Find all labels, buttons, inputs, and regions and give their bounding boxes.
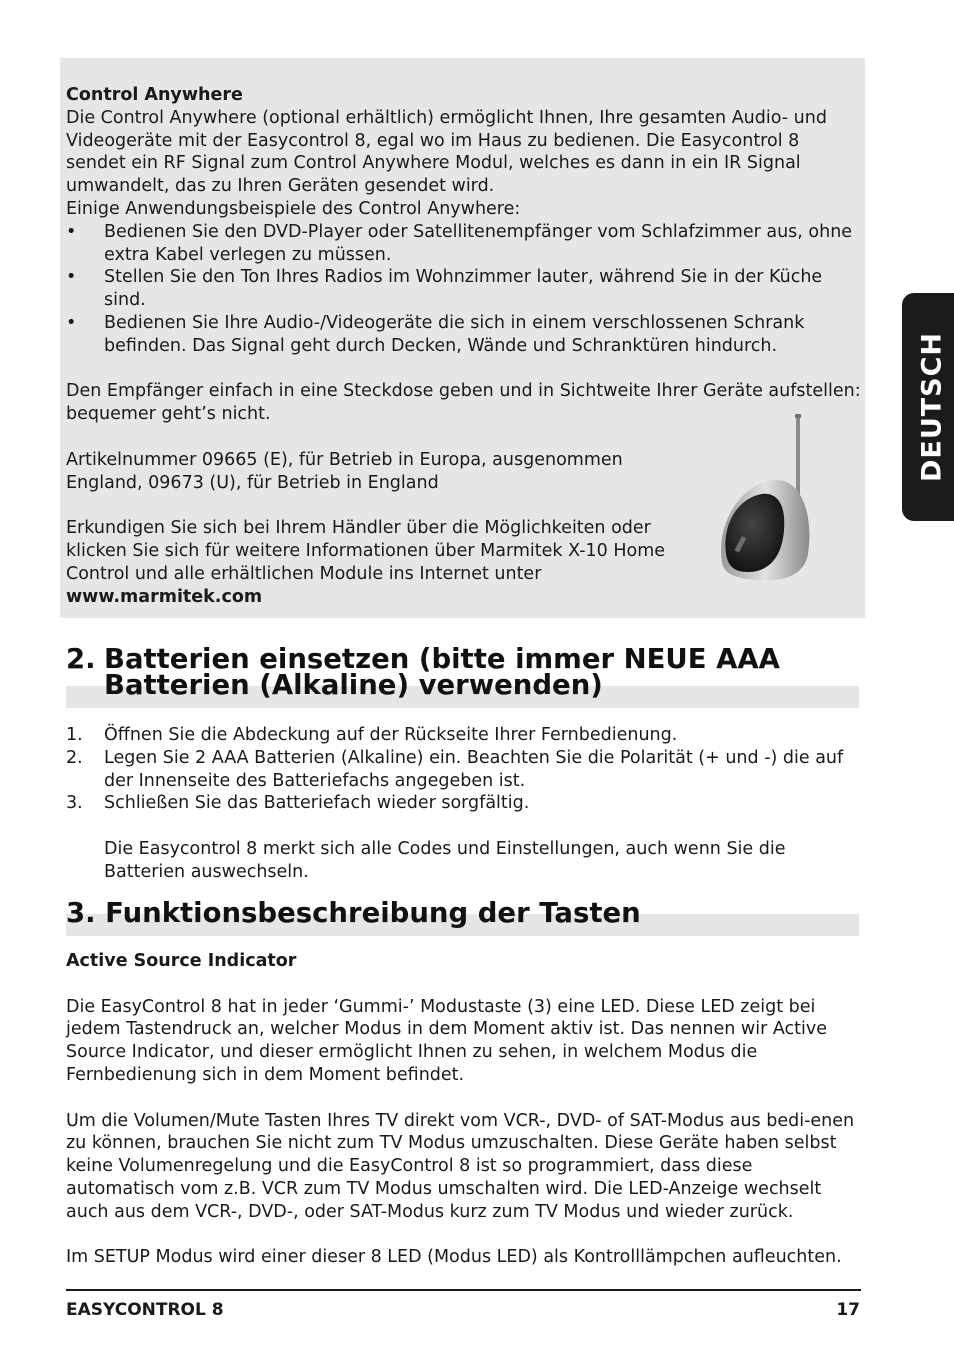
list-item [66, 724, 859, 747]
step-number: 1. [66, 725, 83, 745]
bullet-item [66, 266, 864, 312]
bullet-item [66, 221, 864, 267]
control-anywhere-title: Control Anywhere [66, 85, 243, 105]
active-source-indicator-subtitle: Active Source Indicator [66, 951, 297, 971]
section-2-heading [66, 643, 859, 701]
bullet-marker: • [66, 312, 77, 333]
website-link[interactable]: www.marmitek.com [66, 586, 263, 607]
language-tab [902, 293, 954, 521]
list-item [66, 792, 859, 815]
footer-divider [66, 1289, 861, 1291]
examples-intro: Einige Anwendungsbeispiele des Control Anywhere: [66, 198, 521, 219]
battery-note: Die Easycontrol 8 merkt sich alle Codes und Einstellungen, auch wenn Sie die Batterien auswechseln. [104, 838, 786, 882]
bullet-text: Bedienen Sie Ihre Audio-/Videogeräte die sich in einem verschlossenen Schrank befinden. Das Signal geht durch Decken, Wände und Schranktüren hindurch. [104, 312, 805, 356]
step-number: 2. [66, 747, 83, 768]
footer-page-number: 17 [836, 1300, 860, 1320]
step-text: Öffnen Sie die Abdeckung auf der Rückseite Ihrer Fernbedienung. [104, 725, 678, 745]
bullet-marker: • [66, 267, 77, 288]
section-3-content [66, 950, 859, 1269]
language-tab-label: DEUTSCH [916, 331, 948, 483]
step-text: Legen Sie 2 AAA Batterien (Alkaline) ein. Beachten Sie die Polarität (+ und -) die auf der Innenseite des Batteriefachs angegeben ist. [104, 747, 844, 791]
section-2-title-line-2: Batterien (Alkaline) verwenden) [104, 669, 603, 701]
step-text: Schließen Sie das Batteriefach wieder sorgfältig. [104, 793, 530, 814]
article-numbers: Artikelnummer 09665 (E), für Betrieb in Europa, ausgenommen England, 09673 (U), für Betrieb in England [66, 449, 623, 493]
bullet-item [66, 312, 864, 358]
bullet-text: Stellen Sie den Ton Ihres Radios im Wohnzimmer lauter, während Sie in der Küche sind. [104, 267, 823, 311]
step-number: 3. [66, 793, 83, 814]
bullet-marker: • [66, 221, 77, 242]
control-anywhere-intro: Die Control Anywhere (optional erhältlich) ermöglicht Ihnen, Ihre gesamten Audio- und Videogeräte mit der Easycontrol 8, egal wo im Haus zu bedienen. Die Easycontrol 8 sendet ein RF Signal zum Control Anywhere Modul, welches es dann in ein IR Signal umwandelt, das zu Ihren Geräten gesendet wird. [66, 107, 827, 197]
bullet-text: Bedienen Sie den DVD-Player oder Satellitenempfänger vom Schlafzimmer aus, ohne extra Kabel verlegen zu müssen. [104, 221, 853, 265]
section-2-number: 2. [66, 643, 96, 675]
footer-product-name: EASYCONTROL 8 [66, 1300, 224, 1320]
list-item [66, 747, 859, 793]
control-anywhere-box [60, 58, 865, 618]
section-3-paragraph-3: Im SETUP Modus wird einer dieser 8 LED (Modus LED) als Kontrolllämpchen aufleuchten. [66, 1247, 842, 1268]
battery-steps-list [66, 724, 859, 884]
receiver-text: Den Empfänger einfach in eine Steckdose geben und in Sichtweite Ihrer Geräte aufstellen: bequemer geht’s nicht. [66, 381, 861, 425]
section-3-heading: 3. Funktionsbeschreibung der Tasten [66, 897, 641, 929]
section-3-paragraph-2: Um die Volumen/Mute Tasten Ihres TV direkt vom VCR-, DVD- of SAT-Modus aus bedi-enen zu können, brauchen Sie nicht zum TV Modus umzuschalten. Diese Geräte haben selbst keine Volumenregelung und die EasyControl 8 ist so programmiert, dass diese automatisch vom z.B. VCR zum TV Modus umschalten wird. Die LED-Anzeige wechselt auch aus dem VCR-, DVD-, oder SAT-Modus kurz zum TV Modus und wieder zurück. [66, 1110, 855, 1222]
section-3-paragraph-1: Die EasyControl 8 hat in jeder ‘Gummi-’ Modustaste (3) eine LED. Diese LED zeigt bei jedem Tastendruck an, welcher Modus in dem Moment aktiv ist. Das nennen wir Active Source Indicator, und dieser ermöglicht Ihnen zu sehen, in welchem Modus die Fernbedienung sich in dem Moment befindet. [66, 996, 827, 1085]
dealer-text: Erkundigen Sie sich bei Ihrem Händler über die Möglichkeiten oder klicken Sie sich für weitere Informationen über Marmitek X-10 Home Control und alle erhältlichen Module ins Internet unter [66, 518, 666, 584]
control-anywhere-device-image [712, 414, 812, 594]
section-2-title-line-1: Batterien einsetzen (bitte immer NEUE AAA [104, 643, 780, 675]
